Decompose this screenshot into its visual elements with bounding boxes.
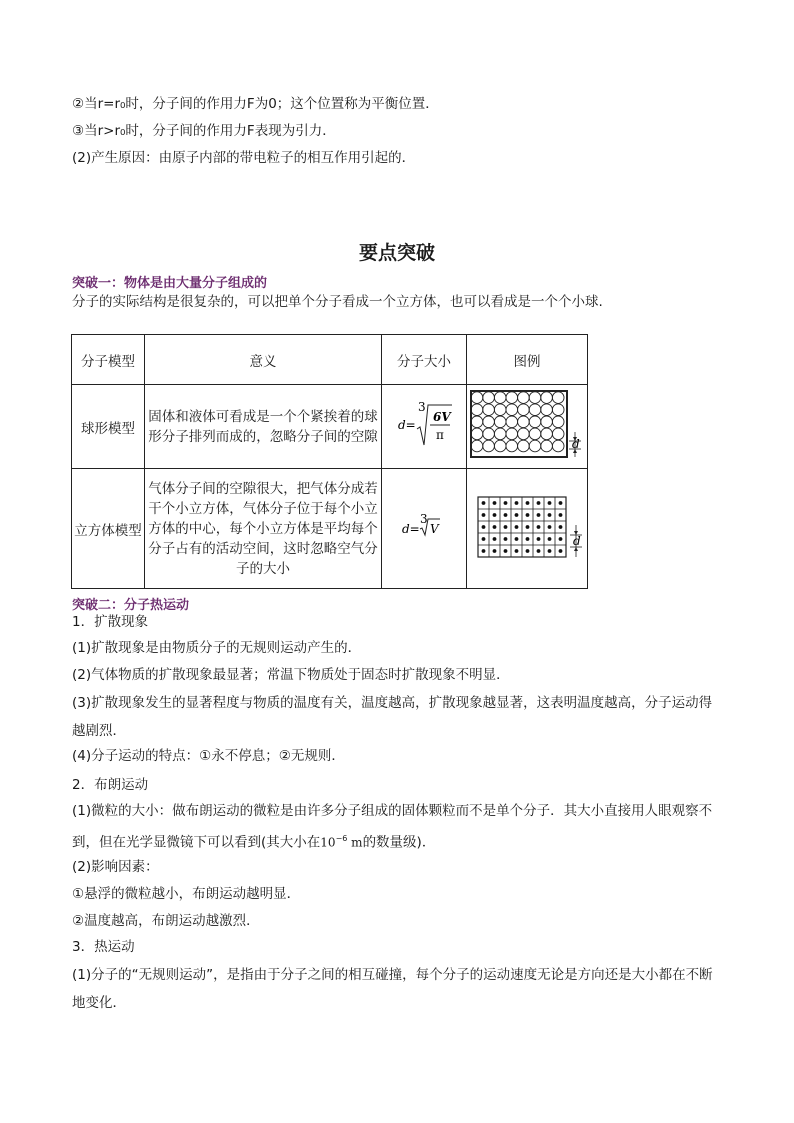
gas-molecule-dot: [548, 549, 552, 553]
text-line-equilibrium: ②当r=r₀时，分子间的作用力F为0；这个位置称为平衡位置．: [72, 96, 439, 112]
gas-molecule-dot: [526, 501, 530, 505]
sphere-model-diagram: [468, 387, 586, 463]
paragraph: (1)扩散现象是由物质分子的无规则运动产生的．: [72, 640, 362, 656]
model-size-cell: [382, 469, 467, 589]
table-header: 意义: [145, 335, 382, 385]
gas-molecule-dot: [537, 513, 541, 517]
paragraph: (2)影响因素：: [72, 859, 159, 875]
gas-molecule-dot: [548, 525, 552, 529]
formula-root-index: 3: [418, 399, 426, 414]
gas-molecule-dot: [482, 513, 486, 517]
subsection-thermal: 3．热运动: [72, 939, 135, 955]
gas-molecule-dot: [526, 525, 530, 529]
paragraph: ②温度越高，布朗运动越激烈．: [72, 913, 260, 929]
formula-lhs: d=: [398, 417, 416, 432]
gas-molecule-dot: [559, 549, 563, 553]
table-header: 图例: [467, 335, 588, 385]
gas-molecule-dot: [493, 501, 497, 505]
gas-molecule-dot: [526, 513, 530, 517]
gas-molecule-dot: [559, 525, 563, 529]
gas-molecule-dot: [504, 501, 508, 505]
paragraph: ①悬浮的微粒越小，布朗运动越明显．: [72, 886, 301, 902]
breakthrough-2-title: 突破二：分子热运动: [72, 598, 190, 613]
gas-molecule-dot: [515, 549, 519, 553]
sphere-legend-cell: [467, 385, 588, 469]
gas-molecule-dot: [548, 537, 552, 541]
gas-molecule-dot: [504, 537, 508, 541]
gas-molecule-dot: [559, 513, 563, 517]
subsection-brownian: 2．布朗运动: [72, 777, 149, 793]
section-title: 要点突破: [358, 242, 435, 264]
breakthrough-1-intro: 分子的实际结构是很复杂的，可以把单个分子看成一个立方体，也可以看成是一个个小球.: [72, 294, 603, 310]
text-line-attraction: ③当r>r₀时，分子间的作用力F表现为引力．: [72, 123, 336, 139]
table-header: 分子模型: [72, 335, 145, 385]
cube-legend-cell: [467, 469, 588, 589]
gas-molecule-dot: [482, 525, 486, 529]
model-meaning: 固体和液体可看成是一个个紧挨着的球形分子排列而成的，忽略分子间的空隙: [148, 408, 378, 445]
text-line-cause: (2)产生原因：由原子内部的带电粒子的相互作用引起的．: [72, 150, 416, 166]
gas-molecule-dot: [493, 513, 497, 517]
gas-molecule-dot: [548, 513, 552, 517]
gas-molecule-dot: [537, 549, 541, 553]
gas-molecule-dot: [537, 501, 541, 505]
power-base: 10: [320, 835, 336, 850]
gas-molecule-dot: [559, 537, 563, 541]
gas-molecule-dot: [548, 501, 552, 505]
model-meaning-cell: [145, 385, 382, 469]
gas-molecule-dot: [515, 537, 519, 541]
gas-molecule-dot: [493, 549, 497, 553]
model-name: 立方体模型: [72, 469, 145, 589]
table-header-row: [72, 335, 588, 385]
table-row: [72, 385, 588, 469]
paragraph: (3)扩散现象发生的显著程度与物质的温度有关，温度越高，扩散现象越显著，这表明温度越高，分子运动得越剧烈．: [72, 695, 713, 739]
formula-root-index: 3: [420, 511, 428, 526]
formula-numerator: 6V: [433, 409, 451, 424]
gas-molecule-dot: [493, 525, 497, 529]
paragraph-particle-size: [72, 797, 724, 857]
paragraph: (2)气体物质的扩散现象最显著；常温下物质处于固态时扩散现象不明显．: [72, 667, 510, 683]
gas-molecule-dot: [537, 537, 541, 541]
gas-molecule-dot: [559, 501, 563, 505]
power-exponent: −6: [335, 834, 348, 843]
gas-molecule-dot: [504, 549, 508, 553]
molecule-model-table: [71, 334, 588, 589]
table-row: [72, 469, 588, 589]
gas-molecule-dot: [504, 525, 508, 529]
cube-model-diagram: [468, 491, 586, 563]
gas-molecule-dot: [537, 525, 541, 529]
gas-molecule-dot: [526, 549, 530, 553]
table-header: 分子大小: [382, 335, 467, 385]
gas-molecule-dot: [493, 537, 497, 541]
gas-molecule-dot: [515, 513, 519, 517]
subsection-diffusion: 1．扩散现象: [72, 614, 149, 630]
gas-molecule-dot: [482, 549, 486, 553]
paragraph-text: (1)微粒的大小：做布朗运动的微粒是由许多分子组成的固体颗粒而不是单个分子．其大小直接用人眼观察不到，但在光学显微镜下可以看到(其大小在: [72, 803, 713, 851]
unit: m: [347, 835, 363, 850]
legend-d-label: d: [573, 533, 581, 548]
model-meaning: 气体分子间的空隙很大，把气体分成若干个小立方体，气体分子位于每个小立方体的中心，每个小立方体是平均每个分子占有的活动空间，这时忽略空气分子的大小: [148, 480, 378, 577]
gas-molecule-dot: [515, 501, 519, 505]
cube-size-formula: [384, 509, 464, 545]
breakthrough-1-title: 突破一：物体是由大量分子组成的: [72, 276, 268, 291]
gas-molecule-dot: [482, 537, 486, 541]
paragraph: (1)分子的“无规则运动”，是指由于分子之间的相互碰撞，每个分子的运动速度无论是方向还是大小都在不断地变化．: [72, 967, 713, 1011]
paragraph-text: 的数量级)．: [362, 834, 436, 851]
gas-molecule-dot: [515, 525, 519, 529]
legend-d-label: d: [572, 436, 580, 451]
formula-lhs: d=: [402, 521, 420, 536]
gas-molecule-dot: [482, 501, 486, 505]
sphere-size-formula: [384, 399, 464, 451]
paragraph: (4)分子运动的特点：①永不停息；②无规则．: [72, 748, 345, 764]
model-name: 球形模型: [72, 385, 145, 469]
model-size-cell: [382, 385, 467, 469]
formula-denominator: π: [436, 427, 444, 442]
gas-molecule-dot: [504, 513, 508, 517]
formula-radicand: V: [430, 521, 439, 536]
model-meaning-cell: [145, 469, 382, 589]
gas-molecule-dot: [526, 537, 530, 541]
